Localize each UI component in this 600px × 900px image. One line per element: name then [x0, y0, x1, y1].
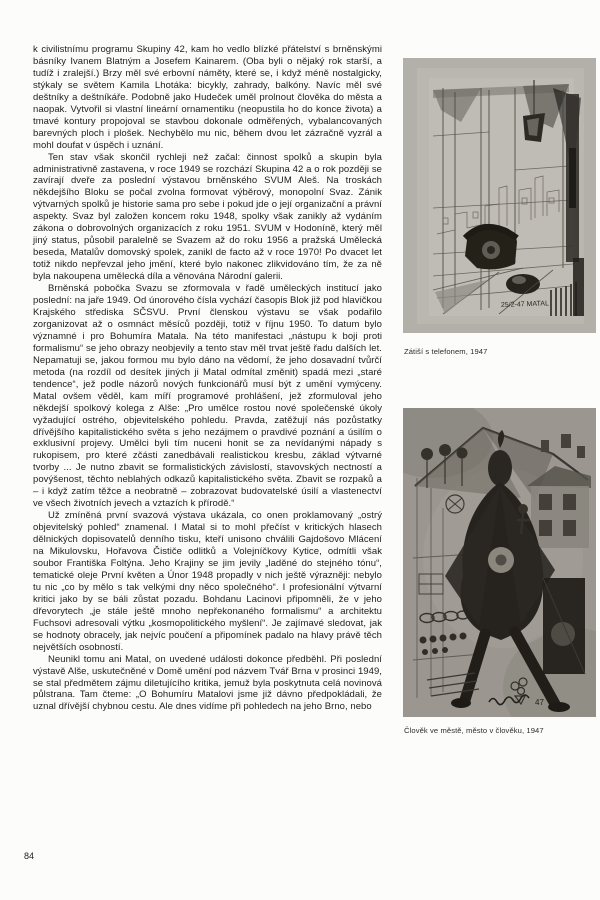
body-text-column [33, 44, 382, 713]
paragraph: Už zmíněná první svazová výstava ukázala, co onen proklamovaný „ostrý objevitelský pohled“ znamenal. I Matal si to mohl přečíst v kritických hlasech dělnických dopisovatelů denního tisku, kteří unisono chválili Gajdošovo Mlácení na Mikulovsku, Hořavova Čističe odlitků a Volejníčkovy Kytice, odmítli však soubor Františka Foltýna. Jeho Krajiny se jim jevily „laděné do stejného tónu“, tematické oleje První květen a Únor 1948 propadly v nich ještě výrazněji: nebylo tu nic „co by mělo s tak velkými dny něco společného“. I profesionální výtvarní kritici jako by se báli zůstat pozadu. Bohdanu Lacinovi připomněli, že v jeho dřevorytech „je stále ještě mnoho nepřekonaného formalismu“ a architektu Fuchsovi adresovali výtku „kosmopolitického myšlení“. Je zajímavé sledovat, jak se hodnoty obracely, jak nejvíc poučení a připomínek padalo na hlavy právě těch největších osobností. [33, 510, 382, 653]
figure-clovek-ve-meste [403, 408, 596, 717]
artwork-image-man-in-city [403, 408, 596, 717]
paragraph: Ten stav však skončil rychleji než začal: činnost spolků a skupin byla administrativně zastavena, v roce 1949 se rozchází Skupina 42 a o rok později se zavírají dveře za poslední výstavou brněnského SVUM Aleš. Na troskách někdejšího Bloku se počal zvolna formovat výběrový, monopolní Svaz. Zánik výtvarných spolků je historie sama pro sebe i pokud jde o její organizační a právní aspekty. Svaz byl založen koncem roku 1948, spolky však zanikly až vydáním zákona o dobrovolných organizacích z roku 1951. SVUM v Hodoníně, který měl jiný status, působil paralelně se Svazem až do roku 1956 a pražská Umělecká beseda, Matalův domovský spolek, zanikl de facto až v roce 1970! Po dvacet let totiž nikdo nepřevzal jeho jmění, které bylo nakonec zlikvidováno tím, že za ně byla nakoupena umělecká díla a věnována Národní galerii. [33, 151, 382, 283]
figure-caption: Zátiší s telefonem, 1947 [404, 347, 488, 356]
artwork-image-still-life-with-telephone [403, 58, 596, 333]
artwork-signature: 25/2-47 MATAL [500, 300, 550, 309]
paragraph: Neunikl tomu ani Matal, on uvedené události dokonce předběhl. Při poslední výstavě Alše, uskutečněné v Domě umění pod názvem Tvář Brna v prosinci 1949, se stal předmětem zájmu diletujícího kritika, jemuž byla poskytnuta celá novinová půlstrana. Tam čteme: „O Bohumíru Matalovi jsme již dávno předpokládali, že uznal dřívější chybnou cestu. Ale dnes vidíme při pohledech na jeho Brno, nebo [33, 653, 382, 713]
page-number: 84 [24, 851, 35, 861]
artwork-signature: 47 [535, 698, 544, 707]
figure-caption: Člověk ve městě, město v člověku, 1947 [404, 726, 544, 735]
figure-zatisi-s-telefonem [403, 58, 596, 333]
paragraph: k civilistnímu programu Skupiny 42, kam ho vedlo blízké přátelství s brněnskými básníky Ivanem Blatným a Josefem Kainarem. (Oba byli o nějaký rok starší, a tudíž i zralejší.) Brzy měl své erbovní náměty, které se, i když méně nostalgicky, stýkaly se světem Kamila Lhotáka: bicykly, zahrady, balkóny. Navíc měl své deštníky a deštníkáře. Podobně jako Hudeček uměl prolnout člověka do města a naopak. Vytvořil si vlastní lineární ornamentiku (neopustila ho do konce života) a tmavé kontury propojoval se stavbou dokonale odměřených, vybalancovaných barevných ploch i plošek. Nechybělo mu nic, během dvou let zázračně vyzrál a mohl doufat v úspěch i uznání. [33, 44, 382, 151]
paragraph: Brněnská pobočka Svazu se zformovala v řadě uměleckých institucí jako poslední: na jaře 1949. Od únorového čísla vychází časopis Blok již pod hlavičkou Krajského střediska SČSVU. První členskou výstavu se však podařilo zorganizovat až o osmnáct měsíců později, totiž v říjnu 1950. To datum bylo významné i pro Bohumíra Matala. Na této manifestaci „nástupu k boji proti formalismu“ se jeho obrazy neobjevily a tento stav měl trvat ještě řadu dalších let. Nepamatuji se, jakou formou mu bylo dáno na vědomí, že jeho dosavadní tvůrčí metoda (na rozdíl od desítek jiných ji Matal odmítal změnit) spadá mezi „staré tendence“, jež podle názorů nových funkcionářů musí být z umění vymýceny. Matal ovšem věděl, kam míří programové prohlášení, jež zformuloval jeho někdejší spolkový kolega z Alše: „Pro umělce rostou nové společenské úkoly vyžadující ostrého, objevitelského pohledu. Pravda, zatěžují nás pozůstatky dřívějšího kapitalistického světa s jeho nezájmem o pravdivé poznání a úsilím o exklusivní projevy. Umělci byli tím nuceni honit se za nevídanými nápady s rukopisem, pro které zčásti zanedbávali realistickou kresbu, základ výtvarné tvorby ... Je nutno zbavit se formalistických závislostí, stavovských nectností a povýšenost, těchto neblahých odkazů kapitalistického světa. Zbavit se rozpaků a – i když zatím těžce a neobratně – zobrazovat budovatelské úsilí a vlastenectví ve všech životních jevech a vztazích k přírodě.“ [33, 283, 382, 510]
